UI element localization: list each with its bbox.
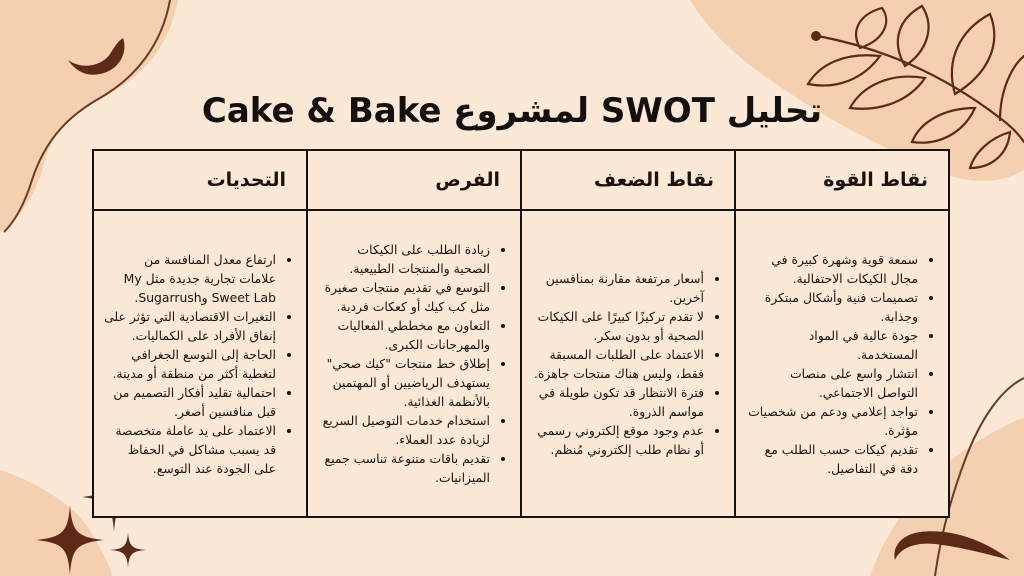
list-item: • تصميمات فنية وأشكال مبتكرة وجذابة. <box>746 288 918 326</box>
list-item: • التوسع في تقديم منتجات صغيرة مثل كب كيك أو كعكات فردية. <box>318 278 490 316</box>
list-item: • استخدام خدمات التوصيل السريع لزيادة عدد العملاء. <box>318 411 490 449</box>
list-item: • الحاجة إلى التوسع الجغرافي لتغطية أكثر من منطقة أو مدينة. <box>104 345 276 383</box>
list-item: • الاعتماد على يد عاملة متخصصة قد يسبب مشاكل في الحفاظ على الجودة عند التوسع. <box>104 421 276 478</box>
opportunities-list <box>318 240 504 487</box>
weaknesses-cell <box>521 210 735 517</box>
opportunities-heading: الفرص <box>307 150 521 210</box>
page-title: تحليل SWOT لمشروع Cake & Bake <box>201 91 823 131</box>
threats-list <box>104 250 290 478</box>
list-item: • تقديم كيكات حسب الطلب مع دقة في التفاصيل. <box>746 440 918 478</box>
list-item: • تقديم باقات متنوعة تناسب جميع الميزانيات. <box>318 449 490 487</box>
list-item: • تواجد إعلامي ودعم من شخصيات مؤثرة. <box>746 402 918 440</box>
list-item: • التغيرات الاقتصادية التي تؤثر على إنفاق الأفراد على الكماليات. <box>104 307 276 345</box>
list-item: • التعاون مع مخططي الفعاليات والمهرجانات الكبرى. <box>318 316 490 354</box>
list-item: • أسعار مرتفعة مقارنة بمنافسين آخرين. <box>532 269 704 307</box>
weaknesses-heading: نقاط الضعف <box>521 150 735 210</box>
list-item: • ارتفاع معدل المنافسة من علامات تجارية جديدة مثل My Sweet Lab وSugarrush. <box>104 250 276 307</box>
list-item: • زيادة الطلب على الكيكات الصحية والمنتجات الطبيعية. <box>318 240 490 278</box>
swot-body-row <box>93 210 949 517</box>
list-item: • لا تقدم تركيزًا كبيرًا على الكيكات الصحية أو بدون سكر. <box>532 307 704 345</box>
list-item: • الاعتماد على الطلبات المسبقة فقط، وليس هناك منتجات جاهزة. <box>532 345 704 383</box>
weaknesses-list <box>532 269 718 459</box>
list-item: • فترة الانتظار قد تكون طويلة في مواسم الذروة. <box>532 383 704 421</box>
threats-heading: التحديات <box>93 150 307 210</box>
strengths-heading: نقاط القوة <box>735 150 949 210</box>
swot-table <box>92 149 950 518</box>
strengths-cell <box>735 210 949 517</box>
list-item: • جودة عالية في المواد المستخدمة. <box>746 326 918 364</box>
list-item: • احتمالية تقليد أفكار التصميم من قبل منافسين أصغر. <box>104 383 276 421</box>
list-item: • عدم وجود موقع إلكتروني رسمي أو نظام طلب إلكتروني مُنظم. <box>532 421 704 459</box>
list-item: • انتشار واسع على منصات التواصل الاجتماعي. <box>746 364 918 402</box>
threats-cell <box>93 210 307 517</box>
swot-header-row <box>93 150 949 210</box>
list-item: • إطلاق خط منتجات "كيك صحي" يستهدف الرياضيين أو المهتمين بالأنظمة الغذائية. <box>318 354 490 411</box>
list-item: • سمعة قوية وشهرة كبيرة في مجال الكيكات الاحتفالية. <box>746 250 918 288</box>
strengths-list <box>746 250 932 478</box>
opportunities-cell <box>307 210 521 517</box>
